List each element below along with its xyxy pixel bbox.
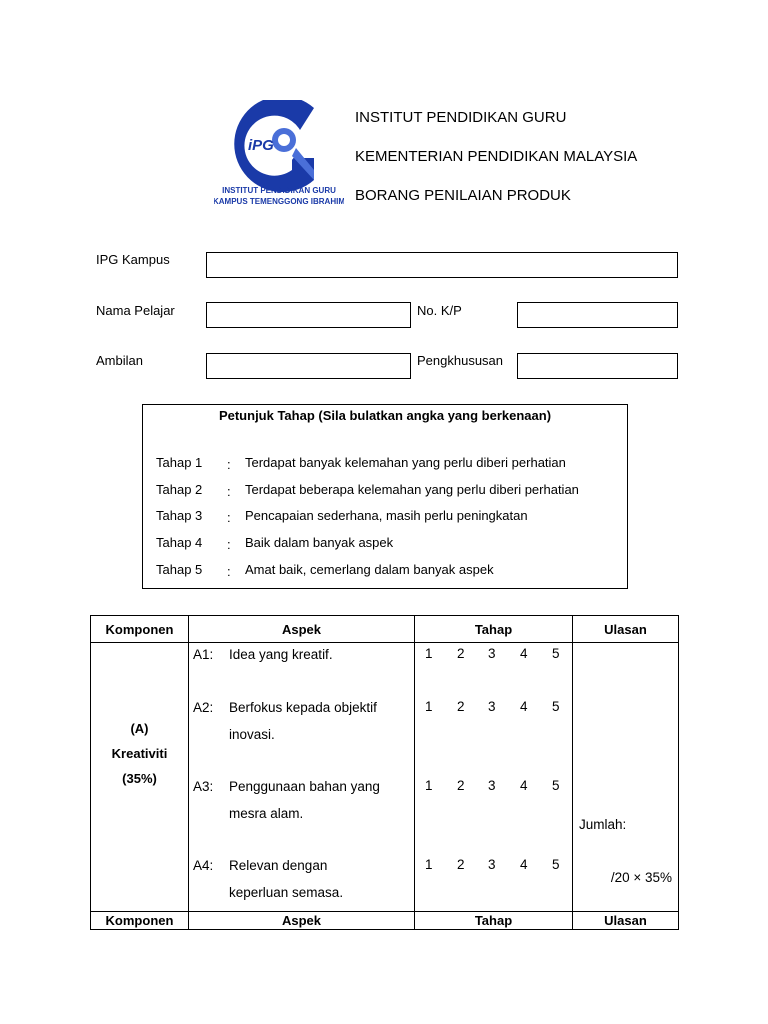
tahap-5-label: Tahap 5 xyxy=(156,562,203,577)
a4-tahap-4[interactable]: 4 xyxy=(520,857,528,872)
footer-ulasan: Ulasan xyxy=(573,912,679,930)
aspect-a3-text-2: mesra alam. xyxy=(229,806,304,821)
jumlah-formula: /20 × 35% xyxy=(610,870,672,885)
tahap-3-sep: : xyxy=(227,510,231,525)
nama-pelajar-label: Nama Pelajar xyxy=(96,303,175,318)
tahap-2-desc: Terdapat beberapa kelemahan yang perlu diberi perhatian xyxy=(245,482,579,497)
aspect-a2-text-1: Berfokus kepada objektif xyxy=(229,700,377,715)
a3-tahap-3[interactable]: 3 xyxy=(488,778,496,793)
a3-tahap-4[interactable]: 4 xyxy=(520,778,528,793)
tahap-2-label: Tahap 2 xyxy=(156,482,203,497)
tahap-1-sep: : xyxy=(227,457,231,472)
table-row xyxy=(91,643,679,912)
aspect-a3-text-1: Penggunaan bahan yang xyxy=(229,779,380,794)
petunjuk-title: Petunjuk Tahap (Sila bulatkan angka yang berkenaan) xyxy=(218,408,552,423)
header-aspek: Aspek xyxy=(189,616,415,643)
a1-tahap-5[interactable]: 5 xyxy=(552,646,560,661)
pengkhususan-label: Pengkhususan xyxy=(417,353,504,368)
aspect-a1-text: Idea yang kreatif. xyxy=(229,647,333,662)
aspect-a3-code: A3: xyxy=(193,779,214,794)
a4-tahap-1[interactable]: 1 xyxy=(425,857,433,872)
no-kp-label: No. K/P xyxy=(417,303,462,318)
tahap-2-sep: : xyxy=(227,484,231,499)
jumlah-label: Jumlah: xyxy=(579,817,627,832)
a2-tahap-2[interactable]: 2 xyxy=(457,699,465,714)
aspect-a4-text-2: keperluan semasa. xyxy=(229,885,344,900)
a1-tahap-4[interactable]: 4 xyxy=(520,646,528,661)
assessment-table xyxy=(90,615,679,930)
table-header-row xyxy=(91,616,679,643)
aspect-a4-code: A4: xyxy=(193,858,214,873)
a2-tahap-1[interactable]: 1 xyxy=(425,699,433,714)
tahap-5-sep: : xyxy=(227,564,231,579)
a1-tahap-1[interactable]: 1 xyxy=(425,646,433,661)
ambilan-field[interactable] xyxy=(206,353,411,379)
komponen-name: Kreativiti xyxy=(111,746,168,761)
tahap-1-label: Tahap 1 xyxy=(156,455,203,470)
header-ulasan: Ulasan xyxy=(573,616,679,643)
aspect-a2-text-2: inovasi. xyxy=(229,727,275,742)
ipg-logo-mark xyxy=(214,100,344,215)
tahap-4-label: Tahap 4 xyxy=(156,535,203,550)
tahap-3-label: Tahap 3 xyxy=(156,508,203,523)
a3-tahap-2[interactable]: 2 xyxy=(457,778,465,793)
ulasan-cell[interactable] xyxy=(573,643,679,912)
a4-tahap-2[interactable]: 2 xyxy=(457,857,465,872)
header-komponen: Komponen xyxy=(91,616,189,643)
logo-caption-2: KAMPUS TEMENGGONG IBRAHIM xyxy=(214,197,344,206)
ipg-kampus-label: IPG Kampus xyxy=(96,252,170,267)
logo-caption-1: INSTITUT PENDIDIKAN GURU xyxy=(222,186,336,195)
nama-pelajar-field[interactable] xyxy=(206,302,411,328)
a2-tahap-3[interactable]: 3 xyxy=(488,699,496,714)
aspect-a2-code: A2: xyxy=(193,700,214,715)
header-ministry: KEMENTERIAN PENDIDIKAN MALAYSIA xyxy=(355,148,638,165)
ipg-logo xyxy=(214,100,344,215)
footer-komponen: Komponen xyxy=(91,912,189,930)
a1-tahap-2[interactable]: 2 xyxy=(457,646,465,661)
komponen-weight: (35%) xyxy=(122,771,157,786)
footer-tahap: Tahap xyxy=(415,912,573,930)
a4-tahap-3[interactable]: 3 xyxy=(488,857,496,872)
a2-tahap-5[interactable]: 5 xyxy=(552,699,560,714)
ipg-kampus-field[interactable] xyxy=(206,252,678,278)
tahap-3-desc: Pencapaian sederhana, masih perlu peningkatan xyxy=(245,508,528,523)
tahap-4-desc: Baik dalam banyak aspek xyxy=(245,535,394,550)
a1-tahap-3[interactable]: 3 xyxy=(488,646,496,661)
tahap-cell xyxy=(415,643,573,912)
a3-tahap-5[interactable]: 5 xyxy=(552,778,560,793)
footer-aspek: Aspek xyxy=(189,912,415,930)
header-form-title: BORANG PENILAIAN PRODUK xyxy=(355,187,571,204)
aspect-a1-code: A1: xyxy=(193,647,214,662)
logo-mark-text: iPG xyxy=(248,137,274,154)
tahap-1-desc: Terdapat banyak kelemahan yang perlu diberi perhatian xyxy=(245,455,566,470)
no-kp-field[interactable] xyxy=(517,302,678,328)
petunjuk-tahap-box xyxy=(142,404,628,589)
header-tahap: Tahap xyxy=(415,616,573,643)
ambilan-label: Ambilan xyxy=(96,353,143,368)
table-footer-row xyxy=(91,912,679,930)
a3-tahap-1[interactable]: 1 xyxy=(425,778,433,793)
komponen-cell xyxy=(91,643,189,912)
komponen-code: (A) xyxy=(130,721,149,736)
aspect-a4-text-1: Relevan dengan xyxy=(229,858,328,873)
tahap-5-desc: Amat baik, cemerlang dalam banyak aspek xyxy=(245,562,494,577)
aspek-cell xyxy=(189,643,415,912)
a4-tahap-5[interactable]: 5 xyxy=(552,857,560,872)
tahap-4-sep: : xyxy=(227,537,231,552)
a2-tahap-4[interactable]: 4 xyxy=(520,699,528,714)
header-institute: INSTITUT PENDIDIKAN GURU xyxy=(355,109,567,126)
pengkhususan-field[interactable] xyxy=(517,353,678,379)
